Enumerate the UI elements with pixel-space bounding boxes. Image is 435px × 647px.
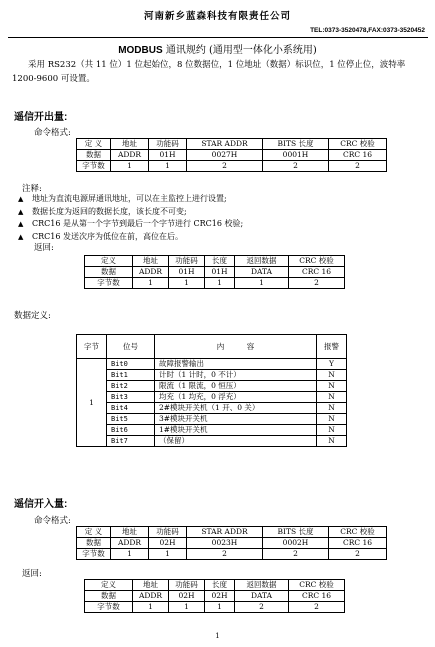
table-cell: 字节数	[85, 278, 133, 289]
table-row	[85, 602, 345, 613]
table-row	[77, 359, 347, 370]
data-def-label: 数据定义:	[14, 311, 51, 321]
table-header-cell: 报警	[317, 335, 347, 359]
table-cell: Bit3	[107, 392, 155, 403]
table-row	[77, 392, 347, 403]
table-header-cell: 字节	[77, 335, 107, 359]
table-cell: 地址	[111, 527, 149, 538]
table-cell: Bit5	[107, 414, 155, 425]
table-cell: 2	[289, 278, 345, 289]
table-cell: STAR ADDR	[187, 527, 263, 538]
table-cell: Bit4	[107, 403, 155, 414]
table-cell: 数据	[77, 150, 111, 161]
section2-cmd-label: 命令格式:	[34, 516, 71, 526]
table-cell: 长度	[205, 256, 235, 267]
table-header-cell: 位号	[107, 335, 155, 359]
table-cell: 1	[133, 278, 169, 289]
table-cell: 2#模块开关机（1 开、0 关）	[155, 403, 317, 414]
table-cell: 02H	[169, 591, 205, 602]
table-row	[77, 436, 347, 447]
table-cell: 1	[205, 602, 235, 613]
table-cell: N	[317, 403, 347, 414]
table-cell: 2	[187, 549, 263, 560]
note-item: ▲ 地址为直流电源屏通讯地址，可以在主监控上进行设置;	[18, 193, 423, 206]
table-cell: 1	[149, 161, 187, 172]
table-cell: 均充（1 均充，0 浮充）	[155, 392, 317, 403]
table-cell: 1	[169, 278, 205, 289]
table-cell: 2	[329, 549, 387, 560]
table-cell: BITS 长度	[263, 139, 329, 150]
table-row	[77, 139, 387, 150]
table-cell: 计时（1 计时，0 不计）	[155, 370, 317, 381]
table-cell: N	[317, 414, 347, 425]
table-cell: CRC 校验	[329, 527, 387, 538]
doc-title	[0, 41, 435, 56]
section2-return-table	[84, 579, 345, 613]
table-cell: 定 义	[77, 139, 111, 150]
table-cell: 地址	[111, 139, 149, 150]
table-cell: Y	[317, 359, 347, 370]
section2-heading: 遥信开入量:	[14, 499, 68, 510]
table-cell: 数据	[85, 267, 133, 278]
table-cell: 1	[235, 278, 289, 289]
section2-cmd-table	[76, 526, 387, 560]
table-cell: 0027H	[187, 150, 263, 161]
triangle-bullet-icon: ▲	[18, 220, 24, 228]
section1-cmd-label: 命令格式:	[34, 128, 71, 138]
table-cell: DATA	[235, 267, 289, 278]
notes-list	[18, 193, 423, 243]
table-header-row	[77, 335, 347, 359]
table-cell: ADDR	[111, 538, 149, 549]
table-cell: 1	[149, 549, 187, 560]
notes-label: 注释:	[22, 184, 42, 194]
table-cell: 02H	[205, 591, 235, 602]
table-cell: Bit0	[107, 359, 155, 370]
table-cell: 地址	[133, 580, 169, 591]
table-row	[85, 278, 345, 289]
table-cell: （保留）	[155, 436, 317, 447]
byte-cell: 1	[77, 359, 107, 447]
contact-tel-fax: TEL:0373-3520478,FAX:0373-3520452	[310, 27, 425, 34]
table-cell: 2	[187, 161, 263, 172]
table-cell: CRC 16	[289, 267, 345, 278]
table-cell: 定义	[85, 580, 133, 591]
table-cell: Bit6	[107, 425, 155, 436]
table-cell: N	[317, 381, 347, 392]
table-cell: 0001H	[263, 150, 329, 161]
table-row	[77, 425, 347, 436]
table-cell: 地址	[133, 256, 169, 267]
table-cell: 数据	[77, 538, 111, 549]
table-cell: 2	[263, 161, 329, 172]
table-cell: CRC 16	[329, 150, 387, 161]
table-cell: 0023H	[187, 538, 263, 549]
table-cell: 1	[111, 161, 149, 172]
table-cell: 功能码	[169, 580, 205, 591]
table-cell: 返回数据	[235, 580, 289, 591]
table-cell: 01H	[169, 267, 205, 278]
table-row	[77, 538, 387, 549]
table-cell: 数据	[85, 591, 133, 602]
doc-title-rest: 通讯规约 (通用型一体化小系统用)	[162, 45, 317, 56]
table-cell: N	[317, 370, 347, 381]
table-cell: Bit2	[107, 381, 155, 392]
table-cell: 02H	[149, 538, 187, 549]
table-cell: ADDR	[111, 150, 149, 161]
section1-heading: 遥信开出量:	[14, 112, 68, 123]
table-cell: ADDR	[133, 591, 169, 602]
table-row	[77, 150, 387, 161]
note-item: ▲ 数据长度为返回的数据长度，该长度不可变;	[18, 206, 423, 219]
table-cell: 1	[111, 549, 149, 560]
company-name: 河南新乡蓝森科技有限责任公司	[143, 11, 291, 22]
note-item: ▲ CRC16 是从第一个字节到最后一个字节进行 CRC16 校验;	[18, 218, 423, 231]
table-cell: 字节数	[77, 161, 111, 172]
table-cell: N	[317, 425, 347, 436]
table-row	[85, 256, 345, 267]
table-cell: 3#模块开关机	[155, 414, 317, 425]
table-cell: 功能码	[149, 527, 187, 538]
section1-cmd-table	[76, 138, 387, 172]
table-cell: BITS 长度	[263, 527, 329, 538]
table-cell: 01H	[149, 150, 187, 161]
table-cell: 功能码	[169, 256, 205, 267]
table-cell: Bit1	[107, 370, 155, 381]
table-cell: DATA	[235, 591, 289, 602]
section2-return-label: 返回:	[22, 569, 42, 579]
data-def-table	[76, 334, 347, 447]
table-row	[85, 267, 345, 278]
table-cell: 长度	[205, 580, 235, 591]
table-cell: 字节数	[77, 549, 111, 560]
table-cell: 1	[133, 602, 169, 613]
section1-return-table	[84, 255, 345, 289]
table-cell: 返回数据	[235, 256, 289, 267]
page-number: 1	[215, 632, 220, 640]
table-cell: CRC 校验	[289, 256, 345, 267]
table-row	[77, 403, 347, 414]
table-cell: 限流（1 限流，0 恒压）	[155, 381, 317, 392]
table-cell: 0002H	[263, 538, 329, 549]
header-rule	[8, 37, 428, 38]
table-cell: ADDR	[133, 267, 169, 278]
table-cell: 1#模块开关机	[155, 425, 317, 436]
triangle-bullet-icon: ▲	[18, 207, 24, 216]
table-cell: N	[317, 436, 347, 447]
table-cell: CRC 16	[329, 538, 387, 549]
note-item: ▲ CRC16 发送次序为低位在前，高位在后。	[18, 231, 423, 244]
table-row	[77, 527, 387, 538]
table-cell: 2	[263, 549, 329, 560]
table-cell: 定义	[85, 256, 133, 267]
doc-title-modbus: MODBUS	[118, 45, 163, 56]
table-cell: CRC 校验	[329, 139, 387, 150]
triangle-bullet-icon: ▲	[18, 232, 24, 241]
intro-paragraph: 采用 RS232（共 11 位）1 位起始位，8 位数据位，1 位地址（数据）标识位，1 位停止位，波特率 1200-9600 可设置。	[12, 60, 406, 84]
triangle-bullet-icon: ▲	[18, 195, 24, 203]
table-cell: 字节数	[85, 602, 133, 613]
table-row	[85, 591, 345, 602]
table-cell: 故障报警输出	[155, 359, 317, 370]
table-cell: N	[317, 392, 347, 403]
table-header-cell: 内 容	[155, 335, 317, 359]
table-cell: STAR ADDR	[187, 139, 263, 150]
table-cell: Bit7	[107, 436, 155, 447]
table-row	[77, 370, 347, 381]
table-row	[77, 381, 347, 392]
table-cell: 定 义	[77, 527, 111, 538]
table-cell: CRC 校验	[289, 580, 345, 591]
table-cell: 2	[329, 161, 387, 172]
table-cell: 01H	[205, 267, 235, 278]
table-cell: CRC 16	[289, 591, 345, 602]
table-row	[77, 161, 387, 172]
table-cell: 1	[169, 602, 205, 613]
table-row	[77, 549, 387, 560]
table-cell: 2	[289, 602, 345, 613]
table-cell: 2	[235, 602, 289, 613]
section1-return-label: 返回:	[34, 243, 54, 253]
table-row	[85, 580, 345, 591]
table-cell: 1	[205, 278, 235, 289]
table-cell: 功能码	[149, 139, 187, 150]
table-row	[77, 414, 347, 425]
